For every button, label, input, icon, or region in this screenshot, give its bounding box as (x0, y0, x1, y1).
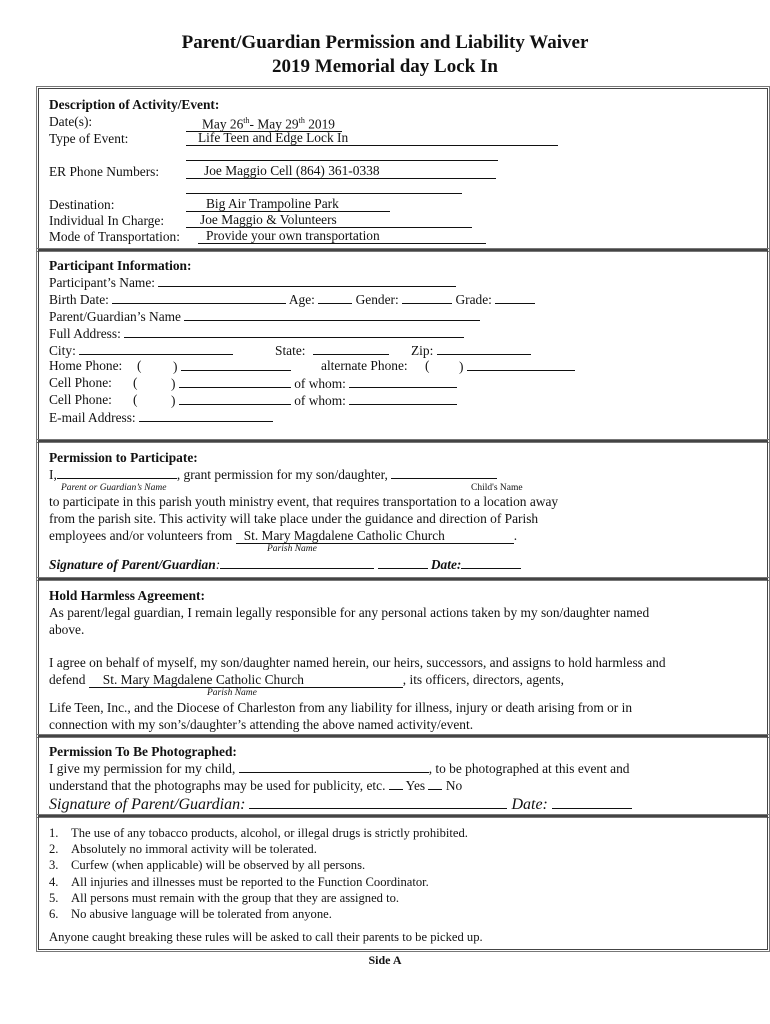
hold-p2-line3: Life Teen, Inc., and the Diocese of Charleston from any liability for illness, injury or death arising from or in (49, 700, 633, 715)
age-field[interactable] (318, 291, 352, 304)
mode-row (49, 228, 380, 245)
photo-line-2: understand that the photographs may be used for publicity, etc. Yes No (49, 778, 463, 793)
signature-label: Signature of Parent/Guardian: (49, 557, 221, 572)
dates-row (49, 114, 335, 132)
alt-phone-field-group: ) (459, 358, 575, 375)
cell-field-group: ) of whom: (171, 375, 457, 392)
individual-label: Individual In Charge: (49, 213, 165, 228)
hold-p2-line1: I agree on behalf of myself, my son/daughter named herein, our heirs, successors, and assigns to hold harmless and (49, 655, 666, 670)
of-whom-field[interactable] (349, 375, 457, 388)
email-label: E-mail Address: (49, 410, 136, 425)
zip-field[interactable] (437, 342, 531, 355)
parent-name-row (49, 308, 480, 325)
date-label: Date: (511, 796, 548, 813)
er-row (49, 163, 380, 180)
birth-label: Birth Date: (49, 292, 109, 307)
blank-line (186, 148, 498, 161)
rule-item: 5. All persons must remain with the group that they are assigned to. (49, 891, 400, 905)
hold-harmless-heading: Hold Harmless Agreement: (49, 588, 205, 603)
mode-label: Mode of Transportation: (49, 229, 180, 244)
signature-field[interactable] (220, 556, 374, 569)
participant-name-field[interactable] (158, 274, 456, 287)
participant-heading: Participant Information: (49, 258, 192, 273)
type-value[interactable]: Life Teen and Edge Lock In (186, 131, 558, 146)
yes-label: Yes (405, 778, 426, 793)
participant-section (38, 250, 768, 441)
rule-item: 6. No abusive language will be tolerated from anyone. (49, 907, 332, 921)
rules-section (38, 816, 768, 950)
hold-p1-line1: As parent/legal guardian, I remain legally responsible for any personal actions taken by my son/daughter named (49, 605, 650, 620)
paren-open: ( (133, 375, 138, 390)
alt-phone-field[interactable] (467, 358, 575, 371)
cell-phone-row-1 (49, 375, 346, 391)
rule-item: 3. Curfew (when applicable) will be observed by all persons. (49, 858, 366, 872)
email-field[interactable] (139, 409, 273, 422)
home-phone-field-group: ) (173, 358, 291, 375)
permission-line-4: employees and/or volunteers from St. Mary Magdalene Catholic Church . (49, 528, 518, 543)
dates-value: May 26th- May 29th 2019 (186, 114, 342, 132)
participant-name-label: Participant’s Name: (49, 275, 155, 290)
cell-phone-field[interactable] (179, 375, 291, 388)
cell-label: Cell Phone: (49, 375, 112, 390)
individual-row (49, 212, 337, 229)
rule-item: 4. All injuries and illnesses must be reported to the Function Coordinator. (49, 875, 429, 889)
permission-line-1: I, , grant permission for my son/daughter, (49, 466, 497, 483)
no-label: No (445, 778, 463, 793)
parish-caption: Parish Name (207, 688, 257, 698)
paren-open: ( (133, 392, 138, 407)
hold-p2-line4: connection with my son’s/daughter’s attending the above named activity/event. (49, 717, 474, 732)
child-name-field[interactable] (239, 760, 429, 773)
permission-line-3: from the parish site. This activity will take place under the guidance and direction of Parish (49, 511, 539, 526)
address-field[interactable] (124, 325, 464, 338)
parent-name-field[interactable] (184, 308, 480, 321)
parish-value[interactable]: St. Mary Magdalene Catholic Church (89, 673, 403, 688)
photo-heading: Permission To Be Photographed: (49, 744, 237, 759)
er-value[interactable]: Joe Maggio Cell (864) 361-0338 (186, 164, 496, 179)
home-phone-field[interactable] (181, 358, 291, 371)
parent-name-label: Parent/Guardian’s Name (49, 309, 182, 324)
email-row (49, 409, 273, 426)
page-footer: Side A (368, 953, 402, 967)
date-field[interactable] (461, 556, 521, 569)
cell-phone-field[interactable] (179, 392, 291, 405)
alt-phone-label: alternate Phone: (321, 358, 408, 373)
type-label: Type of Event: (49, 131, 129, 146)
cell-phone-row-2 (49, 392, 346, 408)
state-group (275, 342, 389, 359)
parish-caption: Parish Name (267, 544, 317, 554)
activity-section (38, 88, 768, 250)
paren-open: ( (425, 358, 430, 373)
signature-label: Signature of Parent/Guardian: (49, 796, 246, 813)
form-subtitle: 2019 Memorial day Lock In (272, 56, 498, 77)
address-row (49, 325, 464, 342)
rules-closing: Anyone caught breaking these rules will be asked to call their parents to be picked up. (49, 930, 483, 944)
parent-name-caption: Parent or Guardian’s Name (61, 483, 167, 493)
grade-label: Grade: (455, 292, 492, 307)
city-label: City: (49, 343, 76, 358)
signature-field[interactable] (249, 794, 507, 809)
blank-line (186, 181, 462, 194)
age-label: Age: (288, 292, 315, 307)
date-field[interactable] (552, 794, 632, 809)
parish-value[interactable]: St. Mary Magdalene Catholic Church (236, 529, 514, 544)
grade-field[interactable] (495, 291, 535, 304)
signature-row (49, 556, 521, 573)
child-name-field[interactable] (391, 466, 497, 479)
signature-field-2[interactable] (378, 556, 428, 569)
participant-name-row (49, 274, 456, 291)
date-label: Date: (430, 557, 462, 572)
photo-line-1: I give my permission for my child, , to be photographed at this event and (49, 761, 630, 776)
photo-section (38, 736, 768, 816)
parent-name-field[interactable] (57, 466, 177, 479)
yes-field[interactable] (389, 777, 403, 790)
child-name-caption: Child's Name (471, 483, 523, 493)
address-label: Full Address: (49, 326, 121, 341)
rule-item: 1. The use of any tobacco products, alcohol, or illegal drugs is strictly prohibited. (49, 826, 468, 840)
state-label: State: (275, 343, 306, 358)
gender-field[interactable] (402, 291, 452, 304)
permission-section (38, 441, 768, 579)
cell-field-group: ) of whom: (171, 392, 457, 409)
photo-signature-row (49, 794, 632, 814)
state-field[interactable] (313, 342, 389, 355)
destination-label: Destination: (49, 197, 115, 212)
city-row (49, 342, 434, 359)
cell-label: Cell Phone: (49, 392, 112, 407)
rule-item: 2. Absolutely no immoral activity will be tolerated. (49, 842, 317, 856)
home-phone-label: Home Phone: (49, 358, 123, 373)
type-row (49, 130, 349, 147)
individual-value[interactable]: Joe Maggio & Volunteers (186, 213, 472, 228)
hold-harmless-section (38, 579, 768, 736)
home-phone-row (49, 358, 464, 374)
destination-value[interactable]: Big Air Trampoline Park (186, 197, 390, 212)
mode-value[interactable]: Provide your own transportation (198, 229, 486, 244)
zip-label: Zip: (411, 343, 434, 358)
hold-p1-line2: above. (49, 622, 85, 637)
form-title: Parent/Guardian Permission and Liability Waiver (181, 32, 589, 53)
er-label: ER Phone Numbers: (49, 164, 160, 179)
zip-group (411, 342, 531, 359)
birth-row (49, 291, 535, 308)
paren-open: ( (137, 358, 142, 373)
hold-p2-line2: defend St. Mary Magdalene Catholic Church , its officers, directors, agents, (49, 672, 564, 687)
gender-label: Gender: (355, 292, 399, 307)
birth-field[interactable] (112, 291, 286, 304)
destination-row (49, 196, 339, 213)
permission-line-2: to participate in this parish youth ministry event, that requires transportation to a location away (49, 494, 559, 509)
activity-heading: Description of Activity/Event: (49, 97, 220, 112)
city-field[interactable] (79, 342, 233, 355)
no-field[interactable] (428, 777, 442, 790)
dates-label: Date(s): (49, 114, 93, 129)
permission-heading: Permission to Participate: (49, 450, 198, 465)
of-whom-field[interactable] (349, 392, 457, 405)
